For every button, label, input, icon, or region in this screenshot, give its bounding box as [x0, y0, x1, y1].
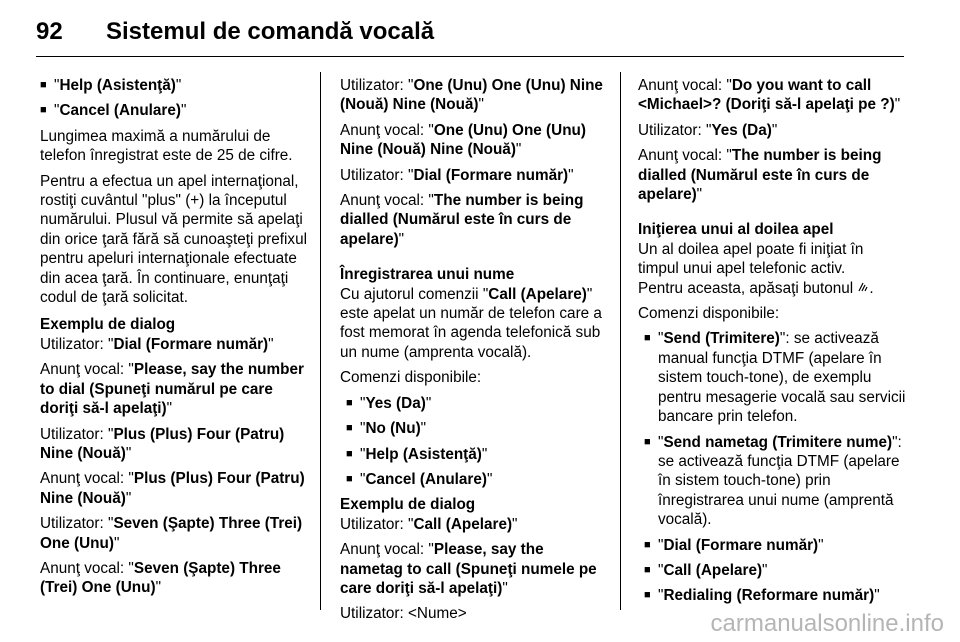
paragraph: Lungimea maximă a numărului de telefon înregistrat este de 25 de cifre.: [40, 127, 293, 165]
list-item: ■ "Redialing (Reformare număr)": [644, 587, 880, 605]
square-bullet-icon: ■: [346, 472, 353, 485]
dialog-line: Anunţ vocal: "The number is being dialled (Numărul este în curs de apelare)": [638, 147, 882, 204]
dialog-line: Anunţ vocal: "Seven (Şapte) Three (Trei) One (Unu)": [40, 559, 281, 597]
dialog-line: Utilizator: "Dial (Formare număr)": [40, 335, 274, 353]
list-item: ■ "Help (Asistenţă)": [40, 77, 182, 94]
page-title: Sistemul de comandă vocală: [106, 18, 435, 45]
paragraph: Un al doilea apel poate fi iniţiat în timpul unui apel telefonic activ. Pentru aceasta, apăsaţi butonul .: [638, 240, 874, 297]
list-item: ■ "Yes (Da)": [346, 394, 432, 412]
dialog-line: Utilizator: "Call (Apelare)": [340, 515, 518, 533]
dialog-line: Anunţ vocal: "Please, say the nametag to call (Spuneţi numele pe care doriţi să-l apelaţi)": [340, 541, 597, 597]
column-divider-1: [320, 72, 321, 610]
section-heading: Exemplu de dialog: [340, 496, 476, 514]
dialog-line: Utilizator: <Nume>: [340, 605, 467, 623]
list-item: ■ "Help (Asistenţă)": [346, 445, 488, 463]
dialog-line: Anunţ vocal: "Plus (Plus) Four (Patru) Nine (Nouă)": [40, 470, 305, 507]
dialog-line: Utilizator: "One (Unu) One (Unu) Nine (Nouă) Nine (Nouă)": [340, 77, 603, 114]
square-bullet-icon: ■: [644, 589, 651, 602]
square-bullet-icon: ■: [40, 79, 47, 91]
square-bullet-icon: ■: [346, 422, 353, 435]
paragraph: Pentru a efectua un apel internaţional, rostiţi cuvântul "plus" (+) la începutul numărului. Plusul vă permite să apelaţi din orice ţară fără să cunoaşteţi prefixul pentru apeluri internaţionale efectuate din acea ţară. În continuare, enunţaţi codul de ţară solicitat.: [40, 172, 307, 307]
list-item: ■ "Cancel (Anulare)": [346, 470, 493, 488]
dialog-line: Utilizator: "Seven (Şapte) Three (Trei) One (Unu)": [40, 515, 303, 552]
column-3: [638, 76, 906, 612]
square-bullet-icon: ■: [644, 563, 651, 576]
square-bullet-icon: ■: [346, 396, 353, 409]
list-item: ■ "Dial (Formare număr)": [644, 536, 824, 554]
dialog-line: Utilizator: "Yes (Da)": [638, 121, 778, 139]
dialog-line: Utilizator: "Dial (Formare număr)": [340, 166, 574, 184]
square-bullet-icon: ■: [644, 538, 651, 551]
square-bullet-icon: ■: [644, 435, 651, 448]
voice-button-icon: [857, 279, 869, 298]
list-item: ■ "Send (Trimitere)": se activează manual funcţia DTMF (apelare în sistem touch-tone), de exemplu pentru mesagerie vocală sau servicii bancare prin telefon.: [644, 330, 906, 426]
square-bullet-icon: ■: [644, 332, 651, 345]
page-number: 92: [36, 18, 63, 45]
section-heading: Exemplu de dialog: [40, 316, 176, 334]
square-bullet-icon: ■: [40, 104, 47, 117]
paragraph: Comenzi disponibile:: [638, 305, 780, 323]
column-2: [340, 76, 610, 630]
column-1: [40, 76, 312, 604]
list-item: ■ "Call (Apelare)": [644, 561, 768, 579]
paragraph: Comenzi disponibile:: [340, 369, 482, 387]
dialog-line: Anunţ vocal: "The number is being dialled (Numărul este în curs de apelare)": [340, 192, 584, 248]
list-item: ■ "Cancel (Anulare)": [40, 102, 187, 120]
dialog-line: Anunţ vocal: "Do you want to call <Michael>? (Doriţi să-l apelaţi pe ?)": [638, 77, 901, 114]
column-divider-2: [620, 72, 621, 610]
dialog-line: Anunţ vocal: "Please, say the number to dial (Spuneţi numărul pe care doriţi să-l apelaţi)": [40, 361, 304, 418]
paragraph: Cu ajutorul comenzii "Call (Apelare)" este apelat un număr de telefon care a fost memorat în agenda telefonică sub un nume (amprenta vocală).: [340, 285, 602, 361]
section-heading: Înregistrarea unui nume: [340, 266, 515, 284]
list-item: ■ "Send nametag (Trimitere nume)": se activează funcţia DTMF (apelare în sistem touch-tone) prin înregistrarea unui nume (amprentă vocală).: [644, 433, 902, 529]
dialog-line: Utilizator: "Plus (Plus) Four (Patru) Nine (Nouă)": [40, 425, 285, 462]
section-heading: Iniţierea unui al doilea apel: [638, 221, 834, 239]
watermark: carmanualsonline.info: [710, 610, 944, 637]
dialog-line: Anunţ vocal: "One (Unu) One (Unu) Nine (Nouă) Nine (Nouă)": [340, 121, 586, 159]
page-header: [36, 16, 434, 48]
list-item: ■ "No (Nu)": [346, 420, 427, 438]
header-rule: [36, 56, 904, 57]
square-bullet-icon: ■: [346, 447, 353, 460]
